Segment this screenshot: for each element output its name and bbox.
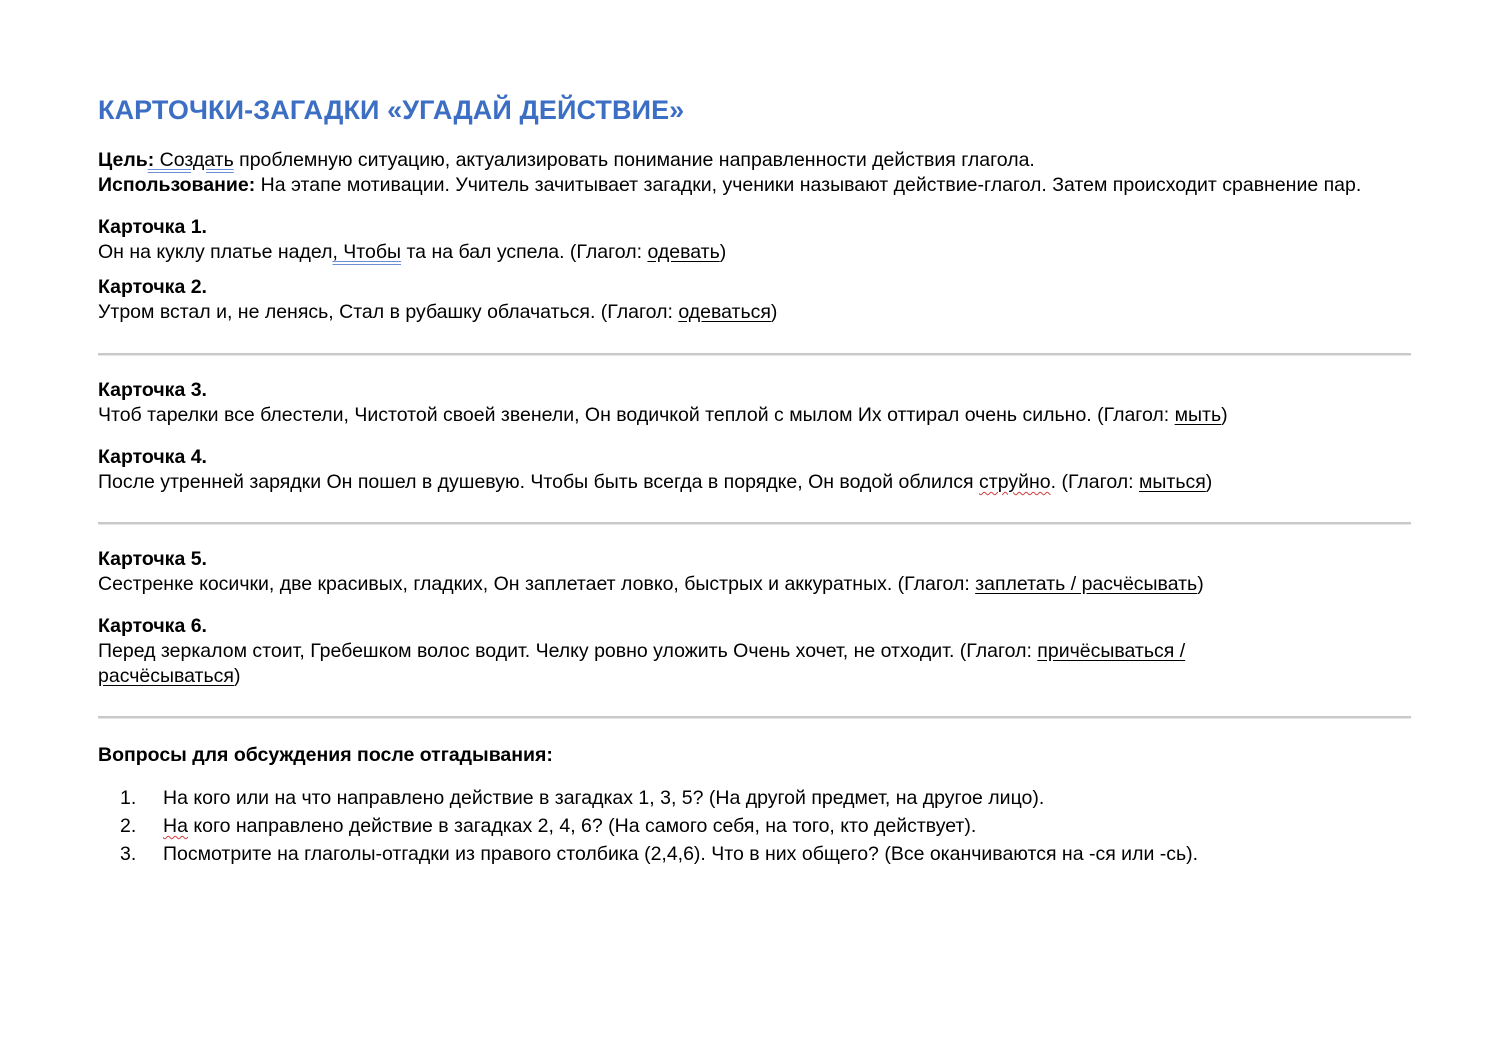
document-title: КАРТОЧКИ-ЗАГАДКИ «УГАДАЙ ДЕЙСТВИЕ» [98, 95, 685, 125]
card-text [98, 240, 1413, 265]
list-text: Посмотрите на глаголы-отгадки из правого столбика (2,4,6). Что в них общего? (Все оканчиваются на -ся или -сь). [163, 843, 1199, 865]
list-item [98, 812, 1413, 840]
card-text [98, 470, 1413, 495]
horizontal-divider [98, 522, 1411, 525]
goal-marked-text: Создать [159, 149, 234, 171]
card-text [98, 300, 1413, 325]
card-text-part: Он на куклу платье надел [98, 241, 333, 263]
list-spellcheck-word: На [163, 815, 188, 837]
card-text-part: Утром встал и, не ленясь, Стал в рубашку облачаться. (Глагол: [98, 301, 679, 323]
list-number: 3. [120, 843, 137, 865]
usage-text: На этапе мотивации. Учитель зачитывает загадки, ученики называют действие-глагол. Затем происходит сравнение пар. [255, 174, 1362, 196]
usage-label: Использование: [98, 174, 256, 196]
card-text [98, 403, 1413, 428]
questions-list [98, 784, 1413, 868]
list-text-part: кого направлено действие в загадках 2, 4, 6? (На самого себя, на того, кто действует). [187, 815, 977, 837]
goal-text: проблемную ситуацию, актуализировать понимание направленности действия глагола. [233, 149, 1035, 171]
card-close: ) [233, 665, 241, 687]
list-number: 2. [120, 815, 137, 837]
list-number: 1. [120, 787, 137, 809]
card-text-part: После утренней зарядки Он пошел в душевую. Чтобы быть всегда в порядке, Он водой облился [98, 471, 980, 493]
card-text-part: Перед зеркалом стоит, Гребешком волос водит. Челку ровно уложить Очень хочет, не отходит. (Глагол: [98, 640, 1038, 662]
goal-line [98, 148, 1378, 173]
card-heading: Карточка 1. [98, 216, 207, 238]
goal-colon: : [147, 149, 155, 171]
card-3 [98, 378, 1413, 428]
card-verb: одеваться [678, 301, 771, 323]
card-text-part: Чтоб тарелки все блестели, Чистотой своей звенели, Он водичкой теплой с мылом Их оттирал очень сильно. (Глагол: [98, 404, 1175, 426]
card-heading: Карточка 4. [98, 446, 207, 468]
card-text [98, 572, 1413, 597]
horizontal-divider [98, 353, 1411, 356]
card-heading: Карточка 3. [98, 379, 207, 401]
list-text: На кого или на что направлено действие в загадках 1, 3, 5? (На другой предмет, на другое лицо). [163, 787, 1045, 809]
list-item [98, 840, 1413, 868]
card-verb: причёсываться / расчёсываться [98, 640, 1186, 687]
questions-heading: Вопросы для обсуждения после отгадывания: [98, 744, 553, 766]
card-text-part: та на бал успела. (Глагол: [401, 241, 648, 263]
card-verb: мыться [1138, 471, 1206, 493]
card-marked-text: , Чтобы [332, 241, 402, 263]
card-close: ) [719, 241, 727, 263]
card-verb: мыть [1174, 404, 1222, 426]
card-4 [98, 445, 1413, 495]
card-verb: заплетать / расчёсывать [975, 573, 1198, 595]
card-verb: одевать [647, 241, 720, 263]
card-1 [98, 215, 1413, 265]
card-text [98, 639, 1313, 689]
goal-label: Цель [98, 149, 148, 171]
intro-block [98, 148, 1378, 198]
card-close: ) [770, 301, 778, 323]
card-text-part: . (Глагол: [1050, 471, 1139, 493]
horizontal-divider [98, 716, 1411, 719]
list-text [163, 812, 976, 840]
card-5 [98, 547, 1413, 597]
card-text-part: Сестренке косички, две красивых, гладких, Он заплетает ловко, быстрых и аккуратных. (Глагол: [98, 573, 976, 595]
list-item [98, 784, 1413, 812]
card-spellcheck-word: струйно [979, 471, 1051, 493]
card-close: ) [1197, 573, 1204, 595]
card-2 [98, 275, 1413, 325]
card-heading: Карточка 6. [98, 615, 207, 637]
card-close: ) [1205, 471, 1213, 493]
card-heading: Карточка 2. [98, 276, 207, 298]
usage-line [98, 173, 1378, 198]
card-heading: Карточка 5. [98, 548, 207, 570]
goal-marked-word [154, 149, 234, 171]
card-close: ) [1221, 404, 1228, 426]
card-6 [98, 614, 1413, 689]
